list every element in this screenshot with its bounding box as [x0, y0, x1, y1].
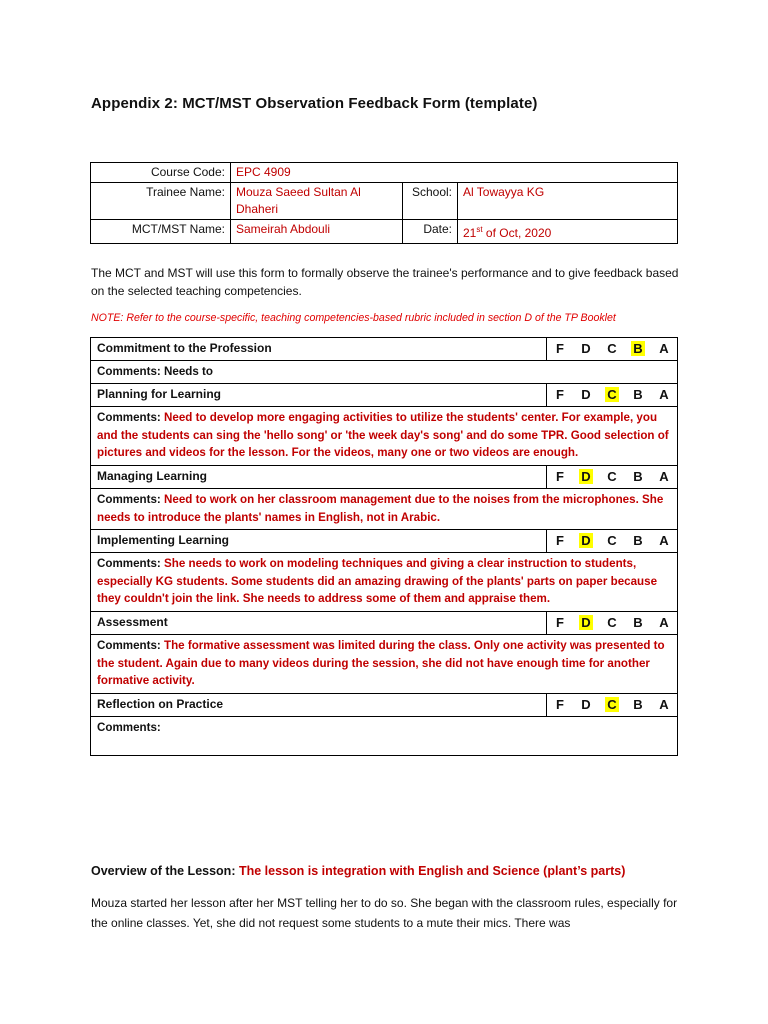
date-rest: of Oct, 2020 — [482, 226, 552, 240]
grade-letter: D — [581, 697, 591, 712]
grade-letter: D — [581, 533, 591, 548]
grade-letter: A — [659, 533, 669, 548]
grade-letter: B — [633, 387, 643, 402]
comments-label: Comments: — [97, 557, 161, 570]
grade-f — [546, 384, 573, 406]
lesson-overview — [91, 864, 711, 878]
page-title: Appendix 2: MCT/MST Observation Feedback Form (template) — [91, 95, 538, 112]
trainee-name-label: Trainee Name: — [91, 183, 231, 220]
grade-letter: A — [659, 387, 669, 402]
grade-letter: B — [633, 697, 643, 712]
comments-label: Comments: — [97, 411, 161, 424]
grade-letter: B — [633, 469, 643, 484]
rubric-section-header — [91, 530, 677, 553]
grade-letter: A — [659, 697, 669, 712]
grade-letter: F — [556, 697, 564, 712]
grade-letter: F — [556, 615, 564, 630]
grade-c — [599, 694, 625, 716]
rubric-table — [90, 337, 678, 756]
grade-letter: D — [581, 387, 591, 402]
rubric-section — [90, 383, 678, 465]
grade-a — [651, 338, 677, 360]
grade-letter: A — [659, 615, 669, 630]
grade-letter: D — [581, 341, 591, 356]
rubric-section-header — [91, 612, 677, 635]
lesson-paragraph: Mouza started her lesson after her MST telling her to do so. She began with the classroom rules, especially for the online classes. Yet, she did not request some students to a mute their mics. There was — [91, 896, 678, 930]
grade-letter: B — [633, 615, 643, 630]
grade-letter: C — [607, 341, 617, 356]
grade-b — [625, 530, 651, 552]
grade-letter: C — [607, 469, 617, 484]
grade-c — [599, 530, 625, 552]
school-label: School: — [403, 183, 458, 220]
grade-b — [625, 338, 651, 360]
rubric-section-header — [91, 694, 677, 717]
grade-letter: D — [581, 615, 591, 630]
comments-label: Comments: — [97, 493, 161, 506]
grade-scale — [546, 466, 677, 488]
grade-letter: F — [556, 533, 564, 548]
overview-label: Overview of the Lesson: — [91, 864, 236, 878]
grade-letter: A — [659, 469, 669, 484]
grade-a — [651, 694, 677, 716]
grade-a — [651, 612, 677, 634]
comments-feedback: She needs to work on modeling techniques and giving a clear instruction to students, especially KG students. Some students did an amazing drawing of the plants' parts on paper because they couldn't join the link. She needs to address some of them and appraise them. — [97, 557, 658, 605]
grade-d — [573, 384, 599, 406]
grade-scale — [546, 530, 677, 552]
grade-c — [599, 338, 625, 360]
grade-b — [625, 694, 651, 716]
grade-scale — [546, 338, 677, 360]
rubric-section — [90, 465, 678, 529]
date-label: Date: — [403, 220, 458, 244]
competency-name: Assessment — [97, 615, 168, 629]
trainee-name-line2: Dhaheri — [236, 202, 279, 216]
date-suffix: st — [476, 225, 483, 234]
grade-d — [573, 466, 599, 488]
comments-text: Needs to — [160, 365, 213, 378]
grade-b — [625, 466, 651, 488]
date-day: 21 — [463, 226, 477, 240]
comments-label: Comments: — [97, 639, 161, 652]
grade-a — [651, 466, 677, 488]
comments-field — [91, 553, 677, 611]
grade-b — [625, 612, 651, 634]
comments-field — [91, 635, 677, 693]
rubric-section-header — [91, 466, 677, 489]
comments-field — [91, 717, 677, 755]
rubric-section — [90, 611, 678, 693]
intro-text: The MCT and MST will use this form to formally observe the trainee's performance and to give feedback based on the selected teaching competencies. — [91, 266, 679, 298]
overview-text: The lesson is integration with English and Science (plant’s parts) — [235, 864, 626, 878]
grade-c — [599, 466, 625, 488]
grade-letter: B — [633, 533, 643, 548]
grade-c — [599, 384, 625, 406]
grade-f — [546, 530, 573, 552]
grade-f — [546, 612, 573, 634]
comments-feedback: Need to work on her classroom management due to the noises from the microphones. She needs to introduce the plants' names in English, not in Arabic. — [97, 493, 664, 524]
grade-f — [546, 694, 573, 716]
trainee-name-value — [231, 183, 403, 220]
course-code-label: Course Code: — [91, 163, 231, 183]
grade-f — [546, 466, 573, 488]
grade-letter: D — [581, 469, 591, 484]
rubric-section — [90, 529, 678, 611]
grade-letter: C — [607, 387, 617, 402]
mct-name-value: Sameirah Abdouli — [231, 220, 403, 244]
rubric-section-header — [91, 338, 677, 361]
grade-letter: F — [556, 341, 564, 356]
grade-d — [573, 530, 599, 552]
mct-name-label: MCT/MST Name: — [91, 220, 231, 244]
comments-feedback: The formative assessment was limited during the class. Only one activity was presented to the student. Again due to many videos during the session, she did not have enough time for another formative activity. — [97, 639, 665, 687]
grade-d — [573, 612, 599, 634]
grade-d — [573, 338, 599, 360]
grade-f — [546, 338, 573, 360]
grade-c — [599, 612, 625, 634]
competency-name: Reflection on Practice — [97, 697, 224, 711]
rubric-section-header — [91, 384, 677, 407]
comments-field — [91, 407, 677, 465]
grade-letter: F — [556, 387, 564, 402]
school-value: Al Towayya KG — [458, 183, 678, 220]
grade-scale — [546, 384, 677, 406]
trainee-name-line1: Mouza Saeed Sultan Al — [236, 185, 361, 199]
grade-scale — [546, 694, 677, 716]
grade-letter: B — [633, 341, 643, 356]
grade-scale — [546, 612, 677, 634]
grade-letter: C — [607, 533, 617, 548]
competency-name: Commitment to the Profession — [97, 341, 272, 355]
grade-a — [651, 530, 677, 552]
comments-label: Comments: — [97, 365, 161, 378]
competency-name: Managing Learning — [97, 469, 208, 483]
comments-label: Comments: — [97, 721, 161, 734]
comments-feedback: Need to develop more engaging activities to utilize the students' center. For example, you and the students can sing the 'hello song' or 'the week day's song' and do some TPR. Good selection of pictures and videos for the lesson. For the videos, many one or two videos are enough. — [97, 411, 669, 459]
grade-letter: C — [607, 697, 617, 712]
rubric-section — [90, 693, 678, 756]
course-code-value: EPC 4909 — [231, 163, 678, 183]
grade-b — [625, 384, 651, 406]
competency-name: Implementing Learning — [97, 533, 230, 547]
comments-field — [91, 489, 677, 529]
competency-name: Planning for Learning — [97, 387, 222, 401]
grade-letter: F — [556, 469, 564, 484]
date-value — [458, 220, 678, 244]
info-table — [90, 162, 678, 244]
grade-d — [573, 694, 599, 716]
note-text: NOTE: Refer to the course-specific, teaching competencies-based rubric included in section D of the TP Booklet — [91, 312, 616, 324]
grade-letter: A — [659, 341, 669, 356]
grade-letter: C — [607, 615, 617, 630]
grade-a — [651, 384, 677, 406]
rubric-section — [90, 337, 678, 383]
comments-field — [91, 361, 677, 383]
